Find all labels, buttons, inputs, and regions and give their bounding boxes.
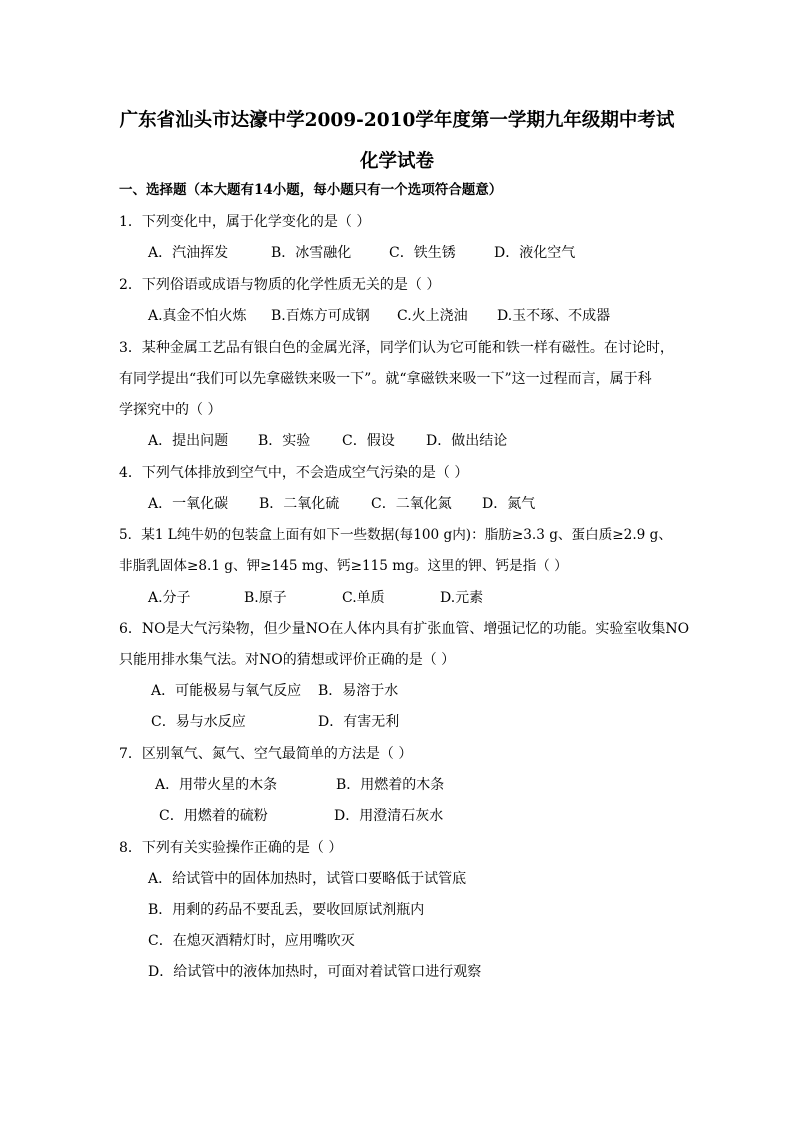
question-5-line-1: 5．某1 L纯牛奶的包装盒上面有如下一些数据(每100 g内)：脂肪≥3.3 g、蛋白质≥2.9 g、 bbox=[119, 527, 672, 543]
question-6-option-a: A．可能极易与氧气反应 bbox=[151, 683, 302, 699]
question-3-option-c: C．假设 bbox=[342, 433, 395, 449]
question-8-stem: 8．下列有关实验操作正确的是（ ） bbox=[119, 840, 343, 856]
question-1-option-c: C．铁生锈 bbox=[389, 245, 456, 261]
question-6-option-c: C．易与水反应 bbox=[151, 714, 246, 730]
exam-title: 广东省汕头市达濠中学2009-2010学年度第一学期九年级期中考试 bbox=[119, 110, 675, 131]
question-6-option-b: B．易溶于水 bbox=[318, 683, 399, 699]
question-8-option-d: D．给试管中的液体加热时，可面对着试管口进行观察 bbox=[148, 964, 482, 980]
question-8-option-a: A．给试管中的固体加热时，试管口要略低于试管底 bbox=[148, 871, 467, 887]
question-8-option-c: C．在熄灭酒精灯时，应用嘴吹灭 bbox=[148, 933, 355, 949]
question-5-option-d: D.元素 bbox=[440, 590, 484, 606]
question-5-option-b: B.原子 bbox=[244, 590, 287, 606]
question-7-option-d: D．用澄清石灰水 bbox=[334, 808, 444, 824]
question-5-line-2: 非脂乳固体≥8.1 g、钾≥145 mg、钙≥115 mg。这里的钾、钙是指（ ） bbox=[119, 558, 568, 574]
question-4-option-a: A．一氧化碳 bbox=[148, 496, 229, 512]
section-heading: 一、选择题（本大题有14小题，每小题只有一个选项符合题意） bbox=[119, 182, 503, 198]
question-4-option-d: D．氮气 bbox=[482, 496, 536, 512]
question-1-stem: 1．下列变化中，属于化学变化的是（ ） bbox=[119, 214, 371, 230]
question-7-stem: 7．区别氧气、氮气、空气最简单的方法是（ ） bbox=[119, 746, 413, 762]
question-8-option-b: B．用剩的药品不要乱丢，要收回原试剂瓶内 bbox=[148, 902, 425, 918]
question-6-line-1: 6．NO是大气污染物，但少量NO在人体内具有扩张血管、增强记忆的功能。实验室收集NO bbox=[119, 621, 690, 637]
question-2-option-b: B.百炼方可成钢 bbox=[271, 308, 370, 324]
question-3-option-b: B．实验 bbox=[258, 433, 311, 449]
exam-subtitle: 化学试卷 bbox=[359, 151, 434, 172]
question-6-line-2: 只能用排水集气法。对NO的猜想或评价正确的是（ ） bbox=[119, 652, 456, 668]
question-3-option-d: D．做出结论 bbox=[426, 433, 508, 449]
question-1-option-b: B．冰雪融化 bbox=[271, 245, 352, 261]
question-2-option-d: D.玉不琢、不成器 bbox=[497, 308, 611, 324]
question-4-stem: 4．下列气体排放到空气中，不会造成空气污染的是（ ） bbox=[119, 465, 469, 481]
question-3-option-a: A．提出问题 bbox=[148, 433, 229, 449]
question-7-option-b: B．用燃着的木条 bbox=[336, 777, 445, 793]
question-6-option-d: D．有害无利 bbox=[318, 714, 400, 730]
question-4-option-c: C．二氧化氮 bbox=[371, 496, 452, 512]
question-2-option-a: A.真金不怕火炼 bbox=[148, 308, 247, 324]
question-7-option-c: C．用燃着的硫粉 bbox=[159, 808, 268, 824]
question-3-line-1: 3．某种金属工艺品有银白色的金属光泽，同学们认为它可能和铁一样有磁性。在讨论时， bbox=[119, 340, 674, 356]
question-3-line-2: 有同学提出“我们可以先拿磁铁来吸一下”。就“拿磁铁来吸一下”这一过程而言，属于科 bbox=[119, 371, 652, 387]
question-1-option-a: A．汽油挥发 bbox=[148, 245, 229, 261]
question-4-option-b: B．二氧化硫 bbox=[259, 496, 340, 512]
question-5-option-c: C.单质 bbox=[342, 590, 385, 606]
question-2-stem: 2．下列俗语或成语与物质的化学性质无关的是（ ） bbox=[119, 277, 441, 293]
question-1-option-d: D．液化空气 bbox=[494, 245, 576, 261]
question-5-option-a: A.分子 bbox=[148, 590, 191, 606]
question-2-option-c: C.火上浇油 bbox=[397, 308, 468, 324]
question-3-line-3: 学探究中的（ ） bbox=[119, 402, 222, 418]
question-7-option-a: A．用带火星的木条 bbox=[155, 777, 278, 793]
